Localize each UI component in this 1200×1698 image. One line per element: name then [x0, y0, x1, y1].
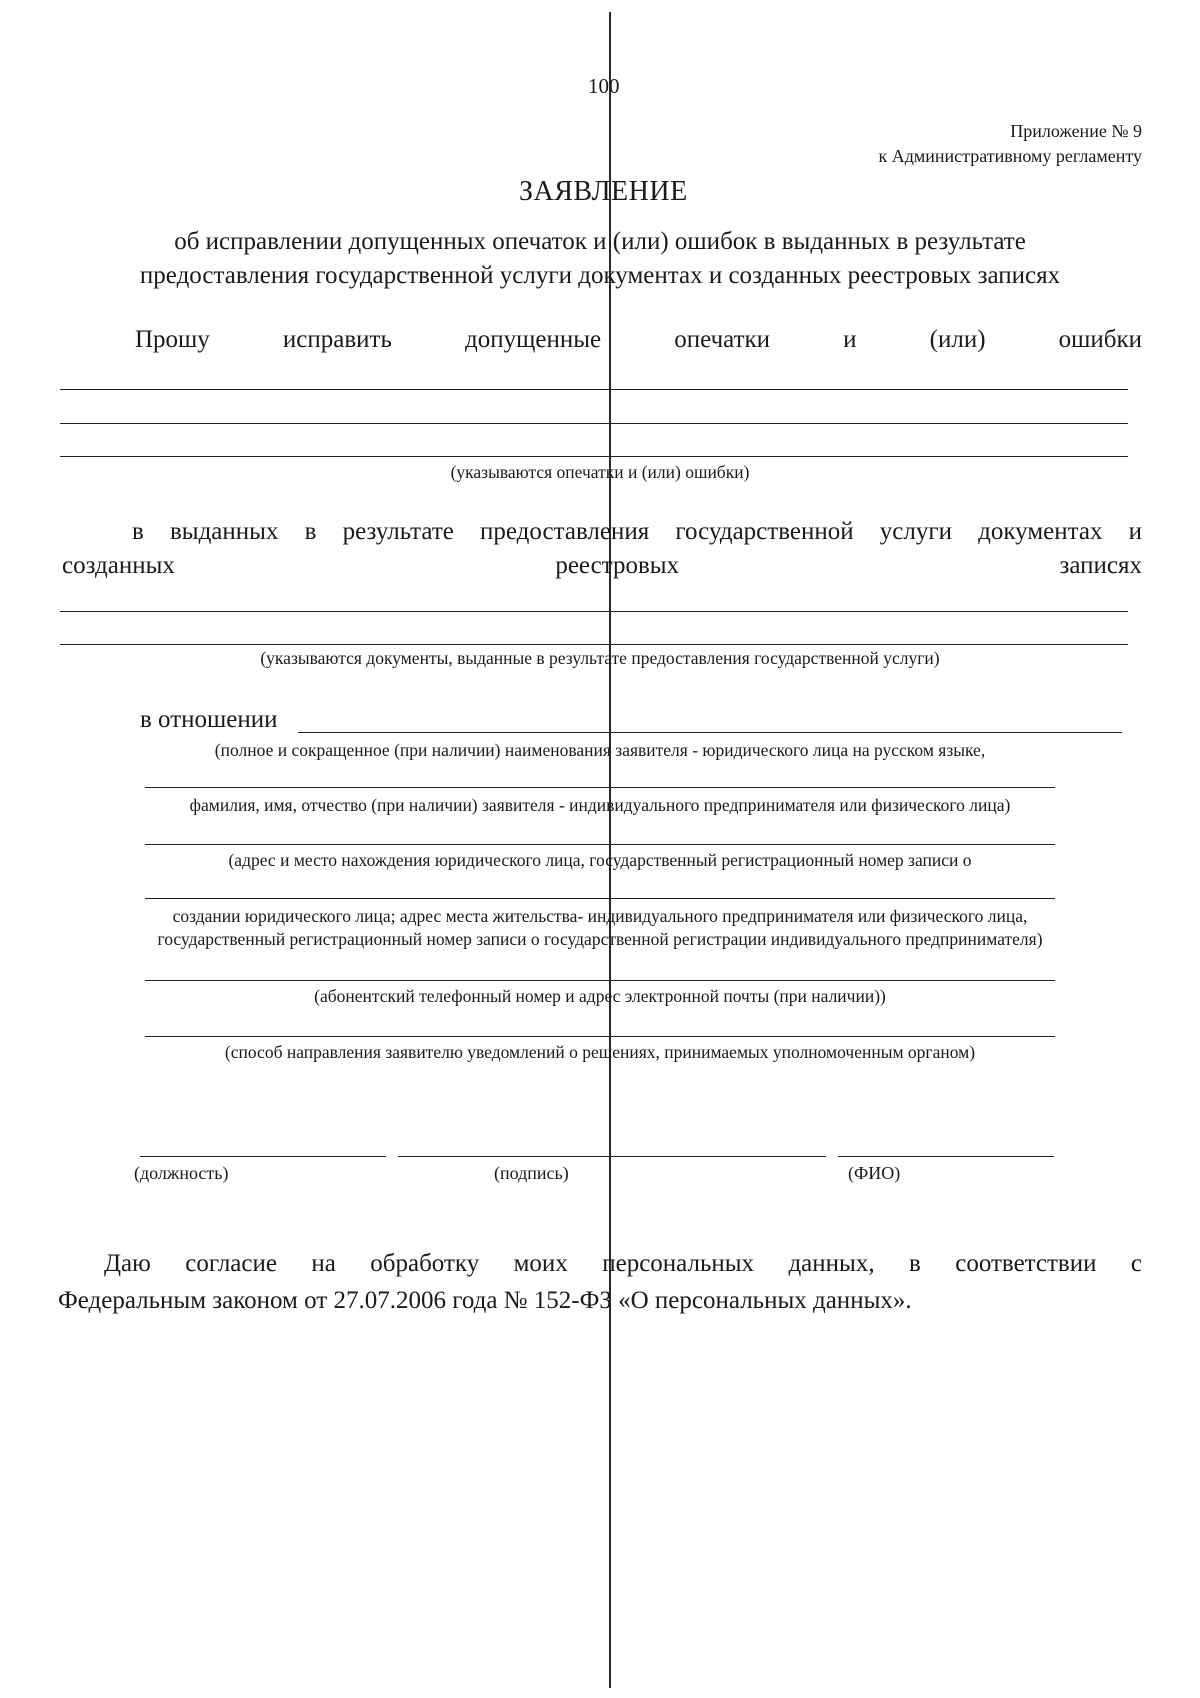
- address-caption: государственный регистрационный номер записи о государственной регистрации индивидуального предпринимателя): [157, 929, 1043, 949]
- request-word: исправить: [282, 326, 392, 353]
- applicant-label: в отношении: [140, 706, 278, 733]
- address-fill-line: [145, 844, 1055, 845]
- errors-fill-line: [60, 456, 1128, 457]
- errors-caption: (указываются опечатки и (или) ошибки): [450, 462, 750, 482]
- position-fill-line: [140, 1156, 386, 1157]
- address-caption: (адрес и место нахождения юридического лица, государственный регистрационный номер записи о: [228, 850, 972, 870]
- document-title: ЗАЯВЛЕНИЕ: [519, 176, 688, 207]
- request-word: Прошу: [135, 326, 210, 353]
- address-caption: создании юридического лица; адрес места жительства- индивидуального предпринимателя или физического лица,: [172, 906, 1028, 926]
- address-fill-line: [145, 898, 1055, 899]
- name-fill-line: [838, 1156, 1054, 1157]
- documents-word: реестровых: [555, 552, 680, 579]
- errors-fill-line: [60, 423, 1128, 424]
- documents-line-1: в выданных в результате предоставления государственной услуги документах и: [132, 518, 1142, 545]
- applicant-caption: фамилия, имя, отчество (при наличии) заявителя - индивидуального предпринимателя или физического лица): [189, 795, 1011, 815]
- appendix-number: Приложение № 9: [1010, 121, 1142, 141]
- request-word: опечатки: [674, 326, 771, 353]
- contacts-caption: (абонентский телефонный номер и адрес электронной почты (при наличии)): [314, 986, 886, 1006]
- contacts-fill-line: [145, 980, 1055, 981]
- notification-fill-line: [145, 1036, 1055, 1037]
- applicant-fill-line: [298, 732, 1122, 733]
- documents-word: созданных: [62, 552, 175, 579]
- documents-line-2: [62, 552, 1142, 580]
- name-label: (ФИО): [848, 1163, 901, 1183]
- errors-fill-line: [60, 389, 1128, 390]
- signature-label: (подпись): [494, 1163, 569, 1183]
- request-word: ошибки: [1058, 326, 1143, 353]
- applicant-fill-line: [145, 787, 1055, 788]
- documents-fill-line: [60, 644, 1128, 645]
- request-word: (или): [929, 326, 986, 353]
- request-word: допущенные: [465, 326, 602, 353]
- subtitle-line-1: об исправлении допущенных опечаток и (или) ошибок в выданных в результате: [174, 228, 1026, 255]
- page-number: 100: [588, 74, 620, 98]
- signature-fill-line: [398, 1156, 826, 1157]
- request-line: [135, 326, 1142, 354]
- request-word: и: [843, 326, 857, 353]
- position-label: (должность): [134, 1163, 229, 1183]
- documents-word: записях: [1059, 552, 1143, 579]
- subtitle-line-2: предоставления государственной услуги документах и созданных реестровых записях: [139, 262, 1061, 289]
- notification-caption: (способ направления заявителю уведомлений о решениях, принимаемых уполномоченным органом): [224, 1042, 976, 1062]
- consent-line-1: Даю согласие на обработку моих персональных данных, в соответствии с: [104, 1250, 1142, 1277]
- documents-caption: (указываются документы, выданные в результате предоставления государственной услуги): [260, 648, 940, 668]
- consent-line-2: Федеральным законом от 27.07.2006 года № 152-ФЗ «О персональных данных».: [58, 1287, 912, 1314]
- documents-fill-line: [60, 611, 1128, 612]
- applicant-caption: (полное и сокращенное (при наличии) наименования заявителя - юридического лица на русском языке,: [214, 740, 986, 760]
- appendix-reference: к Административному регламенту: [878, 146, 1142, 166]
